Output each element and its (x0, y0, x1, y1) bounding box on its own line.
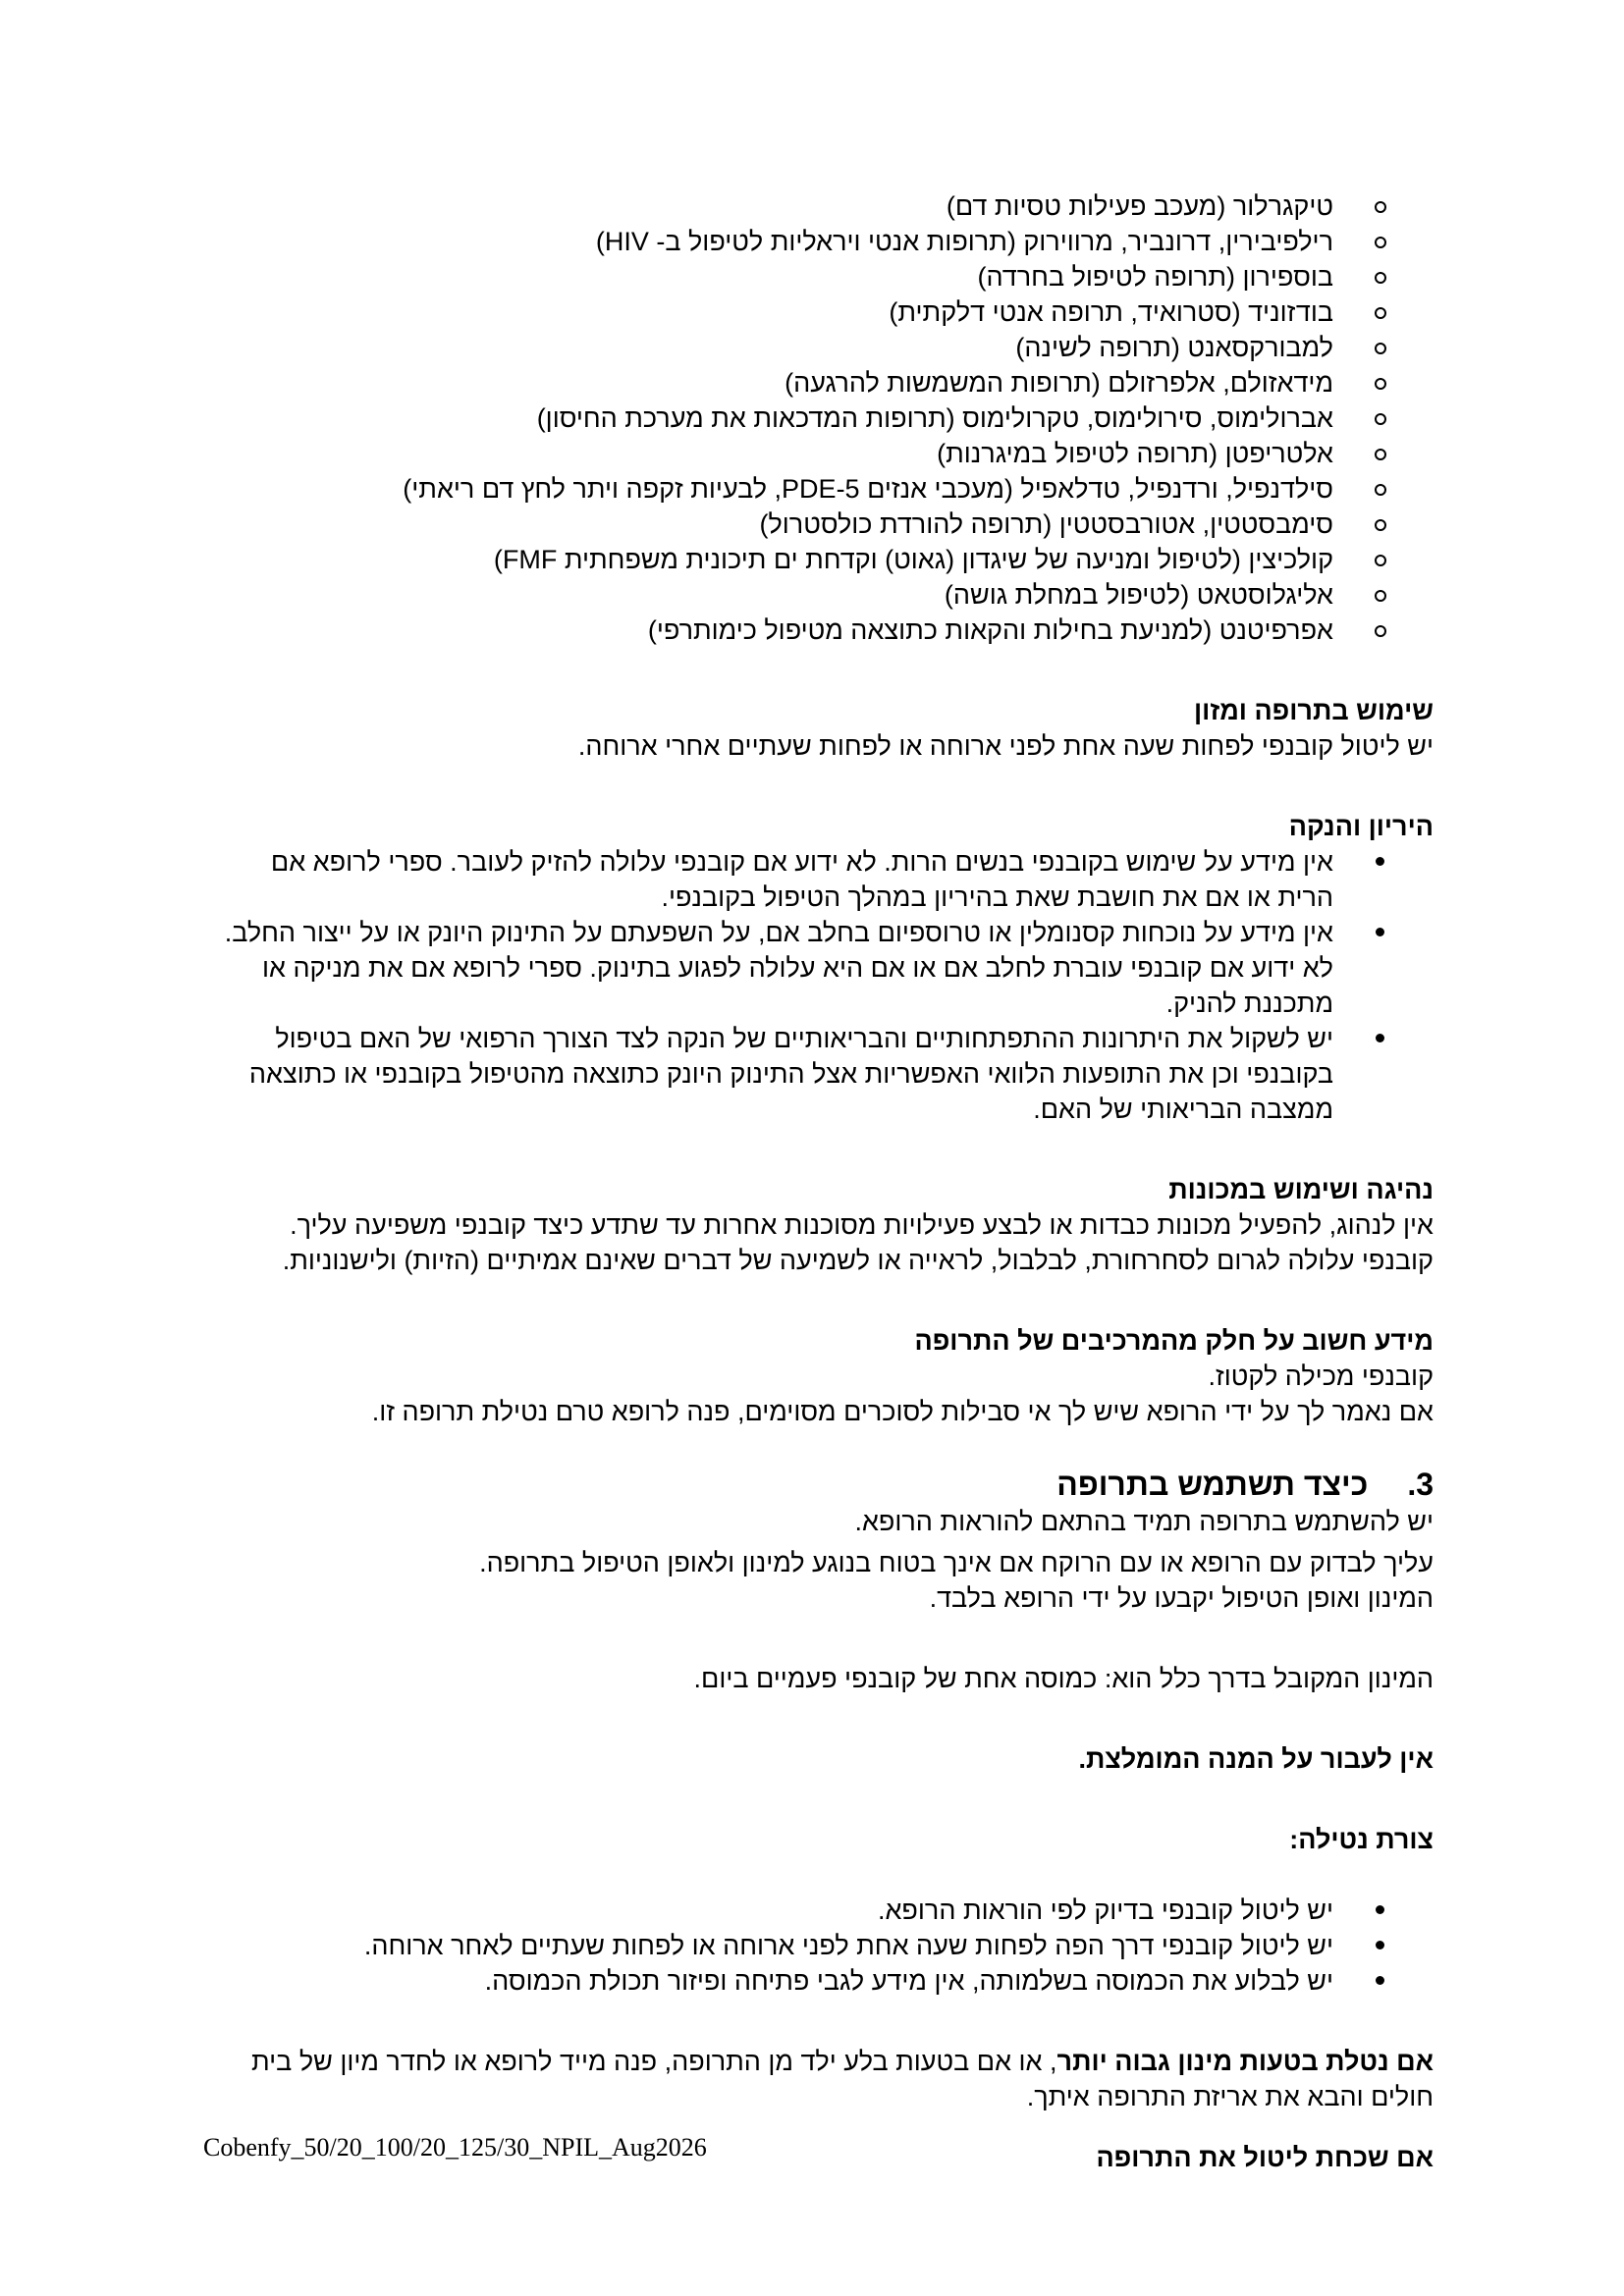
forgot-heading: אם שכחת ליטול את התרופה (1096, 2143, 1434, 2172)
document-footer: Cobenfy_50/20_100/20_125/30_NPIL_Aug2026 (203, 2133, 707, 2162)
list-item: טיקגרלור (מעכב פעילות טסיות דם) (211, 188, 1434, 224)
driving-line: אין לנהוג, להפעיל מכונות כבדות או לבצע פעילויות מסוכנות אחרות עד שתדע כיצד קובנפי משפיעה עליך. (290, 1210, 1434, 1240)
section-3-heading (211, 1465, 1434, 1504)
section-3 (211, 1465, 1434, 2175)
list-item: בודזוניד (סטרואיד, תרופה אנטי דלקתית) (211, 294, 1434, 330)
admin-heading: צורת נטילה: (1289, 1825, 1434, 1854)
food-text: יש ליטול קובנפי לפחות שעה אחת לפני ארוחה או לפחות שעתיים אחרי ארוחה. (577, 731, 1434, 761)
food-section (211, 693, 1434, 764)
ingredients-section (211, 1323, 1434, 1429)
ingredients-heading: מידע חשוב על חלק מהמרכיבים של התרופה (914, 1326, 1434, 1356)
pregnancy-heading: היריון והנקה (1288, 812, 1434, 841)
pregnancy-list (211, 844, 1434, 1127)
ingredients-line: אם נאמר לך על ידי הרופא שיש לך אי סבילות לסוכרים מסוימים, פנה לרופא טרם נטילת תרופה זו. (371, 1397, 1434, 1426)
driving-section (211, 1172, 1434, 1278)
list-item: בוספירון (תרופה לטיפול בחרדה) (211, 259, 1434, 294)
section-3-line: עליך לבדוק עם הרופא או עם הרוקח אם אינך בטוח בנוגע למינון ולאופן הטיפול בתרופה. (479, 1548, 1434, 1577)
section-title: כיצד תשתמש בתרופה (1056, 1467, 1369, 1502)
list-item: אין מידע על שימוש בקובנפי בנשים הרות. לא ידוע אם קובנפי עלולה להזיק לעובר. ספרי לרופא אם הרית או אם את חושבת שאת בהיריון במהלך הטיפול בקובנפי. (211, 844, 1434, 915)
food-heading: שימוש בתרופה ומזון (1194, 696, 1434, 725)
list-item: אפרפיטנט (למניעת בחילות והקאות כתוצאה מטיפול כימותרפי) (211, 613, 1434, 648)
interactions-list (211, 188, 1434, 648)
section-3-line: יש להשתמש בתרופה תמיד בהתאם להוראות הרופא. (854, 1507, 1434, 1536)
list-item: יש לשקול את היתרונות ההתפתחותיים והבריאותיים של הנקה לצד הצורך הרפואי של האם בטיפול בקובנפי וכן את התופעות הלוואי האפשריות אצל התינוק היונק כתוצאה מהטיפול בקובנפי או כתוצאה ממצבה הבריאותי של האם. (211, 1021, 1434, 1127)
list-item: יש ליטול קובנפי בדיוק לפי הוראות הרופא. (211, 1893, 1434, 1928)
driving-line: קובנפי עלולה לגרום לסחרחורת, לבלבול, לראייה או לשמיעה של דברים שאינם אמיתיים (הזיות) ולישנוניות. (282, 1246, 1434, 1275)
list-item: סילדנפיל, ורדנפיל, טדלאפיל (מעכבי אנזים PDE-5, לבעיות זקפה ויתר לחץ דם ריאתי) (211, 471, 1434, 507)
pregnancy-section (211, 809, 1434, 1127)
section-3-line: המינון ואופן הטיפול יקבעו על ידי הרופא בלבד. (929, 1583, 1434, 1613)
no-exceed-warning: אין לעבור על המנה המומלצת. (1078, 1744, 1434, 1774)
list-item: אליגלוסטאט (לטיפול במחלת גושה) (211, 577, 1434, 613)
list-item: רילפיבירין, דרונביר, מרווירוק (תרופות אנטי ויראליות לטיפול ב- HIV) (211, 224, 1434, 259)
section-number: 3. (1407, 1467, 1434, 1502)
overdose-bold: אם נטלת בטעות מינון גבוה יותר (1056, 2047, 1434, 2076)
list-item: אין מידע על נוכחות קסנומלין או טרוספיום בחלב אם, על השפעתם על התינוק היונק או על ייצור החלב. לא ידוע אם קובנפי עוברת לחלב אם או אם היא עלולה לפגוע בתינוק. ספרי לרופא אם את מניקה או מתכננת להניק. (211, 915, 1434, 1021)
list-item: אלטריפטן (תרופה לטיפול במיגרנות) (211, 436, 1434, 471)
list-item: למבורקסאנט (תרופה לשינה) (211, 330, 1434, 365)
list-item: סימבסטטין, אטורבסטטין (תרופה להורדת כולסטרול) (211, 507, 1434, 542)
list-item: יש ליטול קובנפי דרך הפה לפחות שעה אחת לפני ארוחה או לפחות שעתיים לאחר ארוחה. (211, 1928, 1434, 1963)
ingredients-line: קובנפי מכילה לקטוז. (1208, 1362, 1434, 1391)
admin-list (211, 1893, 1434, 1999)
driving-heading: נהיגה ושימוש במכונות (1168, 1175, 1434, 1204)
overdose-paragraph (211, 2044, 1434, 2114)
dose-text: המינון המקובל בדרך כלל הוא: כמוסה אחת של קובנפי פעמיים ביום. (693, 1664, 1434, 1693)
list-item: מידאזולם, אלפרזולם (תרופות המשמשות להרגעה) (211, 365, 1434, 400)
list-item: יש לבלוע את הכמוסה בשלמותה, אין מידע לגבי פתיחה ופיזור תכולת הכמוסה. (211, 1963, 1434, 1999)
list-item: אברולימוס, סירולימוס, טקרולימוס (תרופות המדכאות את מערכת החיסון) (211, 400, 1434, 436)
overdose-rest: , או אם בטעות בלע ילד מן התרופה, פנה מייד לרופא או לחדר מיון של בית חולים והבא את אריזת התרופה איתך. (251, 2047, 1434, 2111)
leaflet-page (211, 188, 1434, 2175)
list-item: קולכיצין (לטיפול ומניעה של שיגדון (גאוט) וקדחת ים תיכונית משפחתית FMF) (211, 542, 1434, 577)
